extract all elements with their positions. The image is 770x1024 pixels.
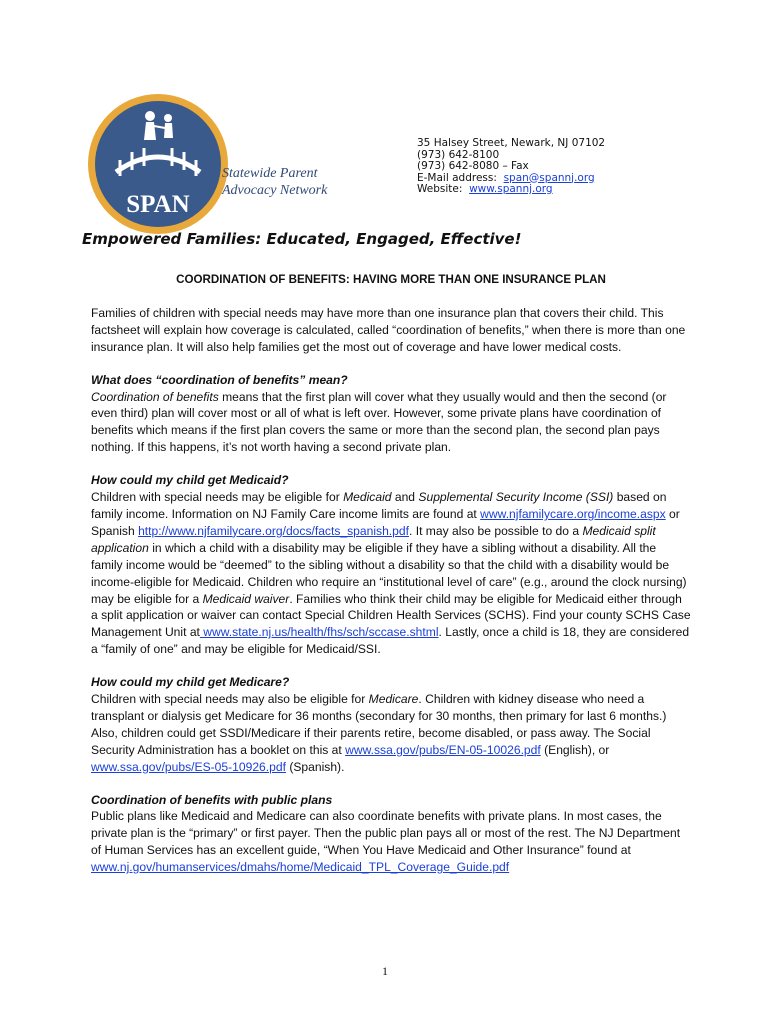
link-njfamilycare-spanish[interactable]: http://www.njfamilycare.org/docs/facts_spanish.pdf	[138, 523, 409, 538]
contact-phone: (973) 642-8100	[417, 148, 500, 161]
contact-website-link[interactable]: www.spannj.org	[469, 183, 553, 195]
contact-block	[417, 138, 605, 196]
term-coordination-of-benefits: Coordination of benefits	[91, 389, 219, 404]
span-logo	[88, 90, 348, 238]
intro-paragraph: Families of children with special needs may have more than one insurance plan that covers their child. This factsheet will explain how coverage is calculated, called “coordination of benefits,” when there is more than one insurance plan. It will also help families get the most out of coverage and have lower medical costs.	[91, 305, 686, 354]
contact-website-label: Website:	[417, 183, 463, 195]
contact-website-line	[417, 184, 605, 196]
contact-email-link[interactable]: span@spannj.org	[503, 171, 595, 184]
document-title: COORDINATION OF BENEFITS: HAVING MORE THAN ONE INSURANCE PLAN	[176, 273, 606, 286]
link-schs-case-management[interactable]: www.state.nj.us/health/fhs/sch/sccase.shtml	[199, 625, 439, 640]
org-name-line1: Statewide Parent	[222, 166, 318, 181]
link-ssa-spanish[interactable]: www.ssa.gov/pubs/ES-05-10926.pdf	[91, 759, 286, 774]
contact-email-label: E-Mail address:	[417, 171, 497, 184]
org-name-line2: Advocacy Network	[222, 183, 328, 198]
logo-wordmark: SPAN	[126, 191, 190, 218]
link-ssa-english[interactable]: www.ssa.gov/pubs/EN-05-10026.pdf	[345, 742, 541, 757]
section-medicare: How could my child get Medicare? Children with special needs may also be eligible for Medicare. Children with kidney disease who need a transplant or dialysis get Medicare for 36 months (secondary for 30 months, then primary for last 6 months.) Also, children could get SSDI/Medicare if their parents retire, become disabled, or pass away. The Social Security Administration has a booklet on this at www.ssa.gov/pubs/EN-05-10026.pdf (English), or www.ssa.gov/pubs/ES-05-10926.pdf (Spanish).	[91, 674, 691, 775]
section-heading: What does “coordination of benefits” mean?	[91, 372, 348, 387]
page-number: 1	[382, 964, 388, 978]
section-coordination-meaning: What does “coordination of benefits” mean? Coordination of benefits means that the first plan will cover what they usually would and then the second (or even third) plan will cover most or all of what is left over. However, some private plans have coordination of benefits which means if the first plan covers the same or more than the second plan, the second plan pays nothing. If this happens, it’s not worth having a second private plan.	[91, 372, 691, 457]
link-medicaid-tpl-guide[interactable]: www.nj.gov/humanservices/dmahs/home/Medicaid_TPL_Coverage_Guide.pdf	[91, 860, 510, 875]
tagline: Empowered Families: Educated, Engaged, Effective!	[82, 230, 522, 248]
document-body	[91, 272, 691, 892]
link-njfamilycare-income[interactable]: www.njfamilycare.org/income.aspx	[480, 506, 666, 521]
section-medicaid: How could my child get Medicaid? Children with special needs may be eligible for Medicaid and Supplemental Security Income (SSI) based on family income. Information on NJ Family Care income limits are found at www.njfamilycare.org/income.aspx or Spanish http://www.njfamilycare.org/docs/facts_spanish.pdf. It may also be possible to do a Medicaid split application in which a child with a disability may be eligible if they have a sibling without a disability. All the family income would be “deemed” to the sibling without a disability so that the child with a disability would be income-eligible for Medicaid. Children who require an “institutional level of care” (e.g., around the clock nursing) may be eligible for a Medicaid waiver. Families who think their child may be eligible for Medicaid either through a split application or waiver can contact Special Children Health Services (SCHS). Find your county SCHS Case Management Unit at www.state.nj.us/health/fhs/sch/sccase.shtml. Lastly, once a child is 18, they are considered a “family of one” and may be eligible for Medicaid/SSI.	[91, 473, 691, 657]
section-public-plans: Coordination of benefits with public plans Public plans like Medicaid and Medicare can also coordinate benefits with private plans. In most cases, the private plan is the “primary” or first payer. Then the public plan pays all or most of the rest. The NJ Department of Human Services has an excellent guide, “When You Have Medicaid and Other Insurance” found at www.nj.gov/humanservices/dmahs/home/Medicaid_TPL_Coverage_Guide.pdf	[91, 792, 691, 877]
section-heading: Coordination of benefits with public plans	[91, 792, 333, 807]
section-heading: How could my child get Medicare?	[91, 675, 290, 690]
section-heading: How could my child get Medicaid?	[91, 473, 289, 488]
contact-address: 35 Halsey Street, Newark, NJ 07102	[417, 137, 606, 149]
logo-emblem	[88, 90, 228, 238]
contact-fax: (973) 642-8080 – Fax	[417, 160, 529, 172]
